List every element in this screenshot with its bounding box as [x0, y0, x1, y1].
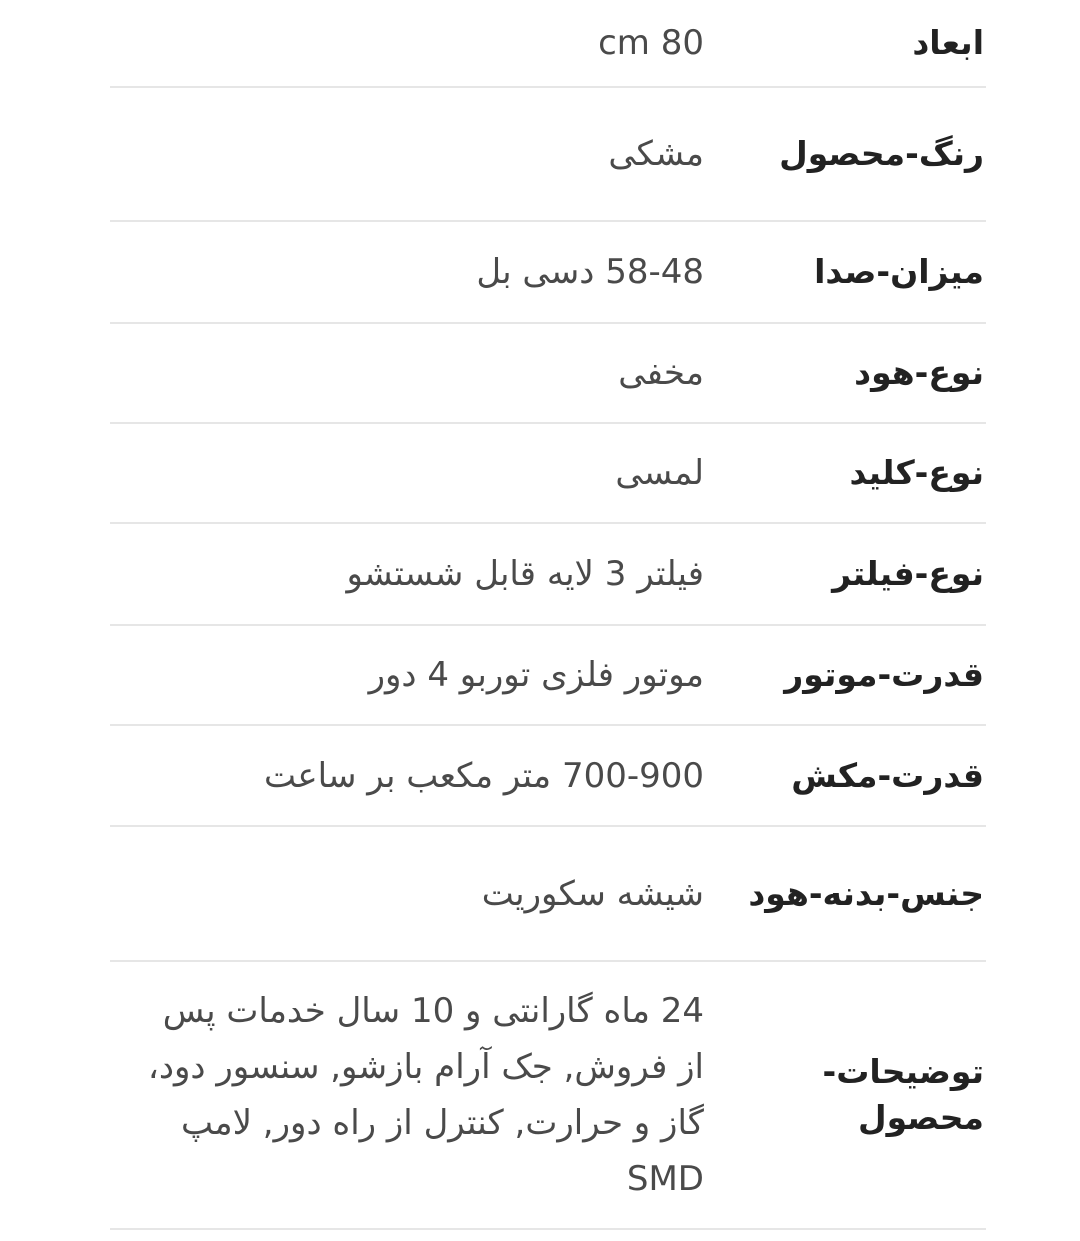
- spec-label: جنس-بدنه-هود: [748, 873, 984, 913]
- spec-label: نوع-کلید: [849, 453, 984, 492]
- spec-label: رنگ-محصول: [779, 134, 984, 173]
- spec-value: 24 ماه گارانتی و 10 سال خدمات پس از فروش, جک آرام بازشو, سنسور دود، گاز و حرارت, کنترل از راه دور, لامپ SMD: [147, 991, 704, 1199]
- spec-label: ابعاد: [912, 23, 984, 62]
- spec-value: شیشه سکوریت: [481, 873, 704, 914]
- spec-row-motor-power: [110, 626, 986, 726]
- spec-row-noise-level: [110, 222, 986, 324]
- spec-row-color: [110, 88, 986, 222]
- spec-row-dimensions: [110, 0, 986, 88]
- spec-value-text: cm 80: [598, 23, 704, 63]
- spec-row-filter-type: [110, 524, 986, 626]
- product-specs-table: [110, 0, 986, 1230]
- spec-label: نوع-فیلتر: [832, 554, 984, 593]
- spec-value: موتور فلزی توربو 4 دور: [368, 655, 704, 695]
- spec-value: 58-48 دسی بل: [476, 252, 704, 292]
- spec-value: مشکی: [608, 134, 704, 174]
- spec-label: میزان-صدا: [814, 252, 984, 291]
- spec-row-body-material: [110, 827, 986, 962]
- spec-value: مخفی: [618, 353, 704, 393]
- spec-label: توضیحات-محصول: [822, 1052, 984, 1137]
- spec-row-suction-power: [110, 726, 986, 827]
- spec-row-description: [110, 962, 986, 1230]
- spec-row-switch-type: [110, 424, 986, 524]
- spec-label: قدرت-مکش: [791, 755, 984, 795]
- spec-row-hood-type: [110, 324, 986, 424]
- spec-value: لمسی: [615, 453, 704, 493]
- spec-value: [110, 15, 704, 71]
- spec-value: فیلتر 3 لایه قابل شستشو: [346, 554, 704, 594]
- spec-value: 700-900 متر مکعب بر ساعت: [263, 755, 704, 796]
- spec-label: قدرت-موتور: [784, 655, 984, 694]
- spec-label: نوع-هود: [854, 353, 984, 392]
